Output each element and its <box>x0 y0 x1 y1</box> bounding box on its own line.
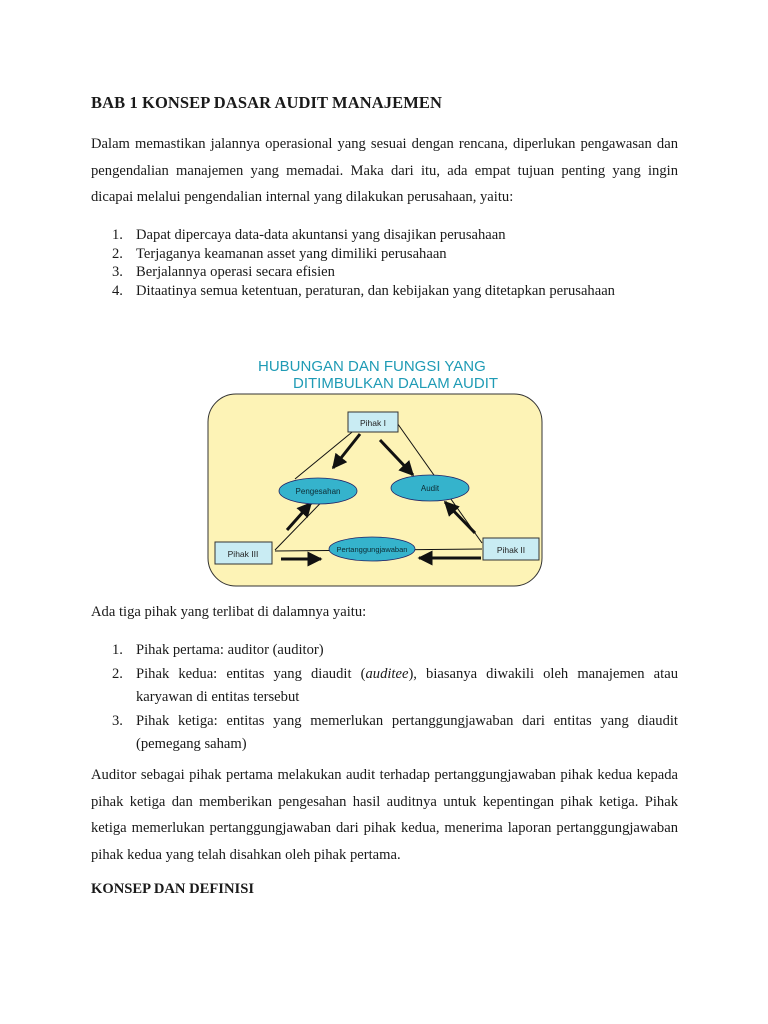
page-title: BAB 1 KONSEP DASAR AUDIT MANAJEMEN <box>91 93 443 112</box>
node-audit <box>391 475 469 501</box>
list-item: 2. Pihak kedua: entitas yang diaudit (auditee), biasanya diwakili oleh manajemen atau karyawan di entitas tersebut <box>112 665 678 705</box>
diagram-svg <box>205 352 550 588</box>
node-pengesahan <box>279 478 357 504</box>
svg-text:Pertanggungjawaban: Pertanggungjawaban <box>336 545 408 554</box>
audit-relationship-diagram <box>205 352 565 592</box>
summary-paragraph: Auditor sebagai pihak pertama melakukan audit terhadap pertanggungjawaban pihak kedua kepada pihak ketiga dan memberikan pengesahan hasil auditnya untuk kepentingan pihak ketiga. Pihak ketiga memerlukan pertanggungjawaban dari pihak kedua, menerima laporan pertanggungjawaban pihak kedua yang telah disahkan oleh pihak pertama. <box>91 767 678 863</box>
list-item: 1. Dapat dipercaya data-data akuntansi yang disajikan perusahaan <box>112 227 506 243</box>
diagram-title-line-1: HUBUNGAN DAN FUNGSI YANG <box>258 358 486 375</box>
node-pihak-1 <box>348 412 398 432</box>
svg-text:Pihak II: Pihak II <box>496 545 526 555</box>
parties-list <box>91 639 678 757</box>
goals-list <box>91 226 678 300</box>
diagram-title-line-2: DITIMBULKAN DALAM AUDIT <box>293 375 499 392</box>
svg-text:Pihak III: Pihak III <box>227 549 259 559</box>
list-item: 3. Pihak ketiga: entitas yang memerlukan pertanggungjawaban dari entitas yang diaudit (pemegang saham) <box>112 712 678 752</box>
node-pihak-3 <box>215 542 272 564</box>
svg-text:Audit: Audit <box>420 484 440 493</box>
intro-paragraph: Dalam memastikan jalannya operasional yang sesuai dengan rencana, diperlukan pengawasan dan pengendalian manajemen yang memadai. Maka dari itu, ada empat tujuan penting yang ingin dicapai melalui pengendalian internal yang dilakukan perusahaan, yaitu: <box>91 136 678 205</box>
list-item: 3. Berjalannya operasi secara efisien <box>112 264 335 280</box>
list-item: 4. Ditaatinya semua ketentuan, peraturan, dan kebijakan yang ditetapkan perusahaan <box>112 282 615 299</box>
section-heading: KONSEP DAN DEFINISI <box>91 881 254 897</box>
svg-text:Pihak I: Pihak I <box>360 418 386 428</box>
parties-intro: Ada tiga pihak yang terlibat di dalamnya yaitu: <box>91 604 367 620</box>
auditee-term: auditee <box>365 665 409 682</box>
svg-text:Pengesahan: Pengesahan <box>295 487 341 496</box>
node-pertanggungjawaban <box>329 537 415 561</box>
node-pihak-2 <box>483 538 539 560</box>
list-item: 1. Pihak pertama: auditor (auditor) <box>112 642 324 658</box>
list-item: 2. Terjaganya keamanan asset yang dimiliki perusahaan <box>112 245 447 262</box>
